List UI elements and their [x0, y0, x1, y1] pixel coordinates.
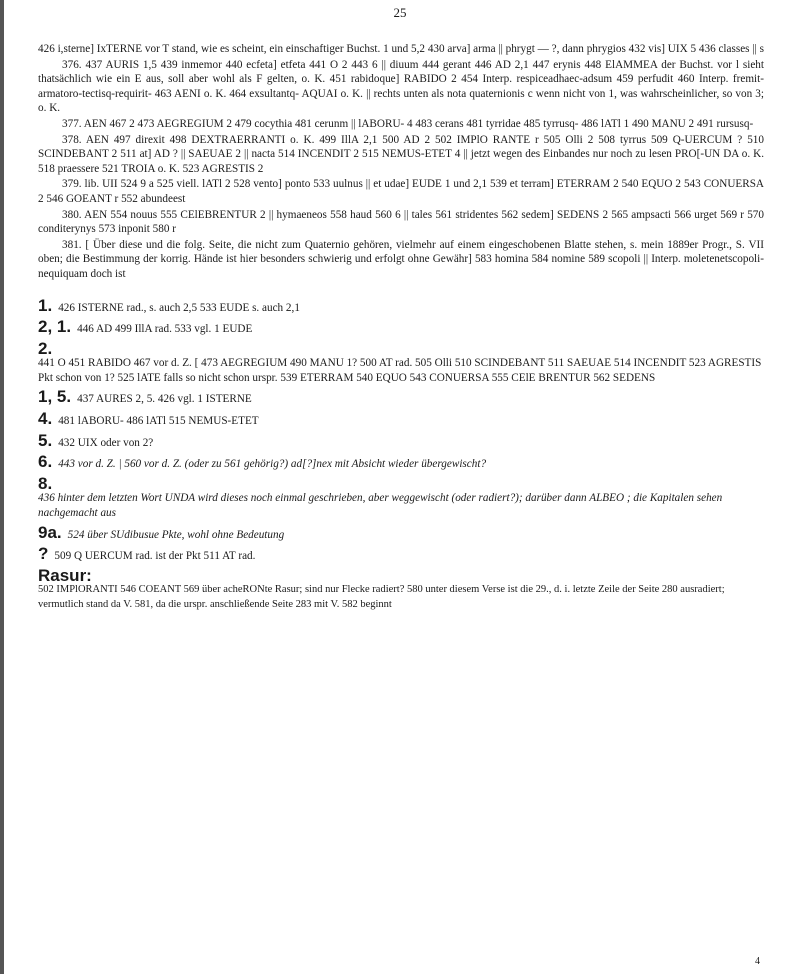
hand-entry	[38, 387, 764, 407]
hand-label: 1.	[38, 295, 53, 315]
hand-entry	[38, 409, 764, 429]
hand-entry	[38, 430, 764, 451]
hand-label: 6.	[38, 452, 53, 472]
hand-label: 4.	[38, 409, 53, 429]
page-edge-rule	[0, 0, 4, 974]
hand-entry-text: 426 ISTERNE rad., s. auch 2,5 533 EUDE s. auch 2,1	[58, 301, 300, 314]
hand-label: 9a.	[38, 522, 62, 542]
hand-entry	[38, 473, 764, 521]
apparatus-paragraph: 377. AEN 467 2 473 AEGREGIUM 2 479 cocythia 481 cerunm || lABORU- 4 483 cerans 481 tyrridae 485 tyrrusq- 486 lATl 1 490 MANU 2 491 rursusq-	[62, 117, 754, 130]
apparatus-paragraph: 380. AEN 554 nouus 555 CElEBRENTUR 2 || hymaeneos 558 haud 560 6 || tales 561 stridentes 562 sedem] SEDENS 2 565 ampsacti 566 urget 569 r 570 conditerynys 573 inponit 580 r	[38, 208, 764, 236]
hand-entry-text: 432 UIX oder von 2?	[58, 436, 154, 449]
page-body	[38, 42, 764, 618]
hand-entry-text: 436 hinter dem letzten Wort UNDA wird dieses noch einmal geschrieben, aber weggewischt (oder radiert?); darüber dann ALBEO ; die Kapitalen sehen nachgemacht aus	[38, 492, 723, 520]
hand-label: 2, 1.	[38, 317, 72, 337]
hand-entry	[38, 544, 764, 564]
hand-label: 5.	[38, 430, 53, 450]
apparatus-paragraph: 379. lib. UII 524 9 a 525 viell. lATl 2 528 vento] ponto 533 uulnus || et udae] EUDE 1 und 2,1 539 et terram] ETERRAM 2 540 EQUO 2 543 CONUERSA 2 546 GOEANT r 552 abundeest	[38, 178, 764, 205]
hand-label: 8.	[38, 473, 53, 493]
apparatus-paragraph: 376. 437 AURIS 1,5 439 inmemor 440 ecfeta] etfeta 441 O 2 443 6 || diuum 444 gerant 446 AD 2,1 447 erynis 448 ElAMMEA der Buchst. vor l sieht thatsächlich wie ein E aus, soll aber wohl als F gelten, o. K. 451 rabidoque] RABIDO 2 454 Interp. respiceadhaec-adsum 459 perfudit 460 Interp. fremit-armatoro-tectisq-requirit- 463 AENI o. K. 464 exsultantq- AQUAI o. K. || rechts unten als nota quaternionis c wenn nicht von 1, was wahrscheinlicher, so von 3; o. K.	[38, 58, 764, 115]
page-number: 25	[393, 5, 407, 20]
hand-entry-text: 509 Q UERCUM rad. ist der Pkt 511 AT rad.	[54, 550, 256, 563]
hand-entry-text: 446 AD 499 IllA rad. 533 vgl. 1 EUDE	[77, 323, 253, 336]
hand-label: 1, 5.	[38, 387, 72, 407]
hand-entry-text: 524 über SUdibusue Pkte, wohl ohne Bedeutung	[67, 528, 285, 541]
hand-entry-text: 443 vor d. Z. | 560 vor d. Z. (oder zu 561 gehörig?) ad[?]nex mit Absicht wieder übergewischt?	[58, 458, 487, 471]
apparatus-paragraph: 381. [ Über diese und die folg. Seite, die nicht zum Quaternio gehören, vielmehr auf einem eingeschobenen Blatte stehen, s. mein 1889er Progr., S. VII oben; die Bestimmung der korrig. Hände ist hier besonders schwierig und erfolgt ohne Gewähr] 583 homina 584 nomine 589 scopoli || Interp. moletenetscopoli-nequiquam doch ist	[38, 238, 764, 280]
hand-label: ?	[38, 544, 49, 564]
hand-entry	[38, 295, 764, 316]
hand-entry-text: 502 IMPlORANTI 546 COEANT 569 über acheRONte Rasur; sind nur Flecke radiert? 580 unter diesem Verse ist die 29., d. i. letzte Zeile der Seite 280 ausradiert; vermutlich stand da V. 581, da die urspr. anschließende Seite 283 mit V. 582 beginnt	[38, 584, 725, 610]
hand-corrections-list	[38, 295, 764, 613]
hand-entry-text: 437 AURES 2, 5. 426 vgl. 1 ISTERNE	[77, 393, 252, 406]
hand-entry	[38, 317, 764, 337]
apparatus-paragraph: 378. AEN 497 direxit 498 DEXTRAERRANTI o. K. 499 IllA 2,1 500 AD 2 502 IMPlO RANTE r 505 Olli 2 508 tyrrus 509 Q-UERCUM ? 510 SCINDEBANT 2 511 at] AD ? || SAEUAE 2 || nacta 514 INCENDIT 2 515 NEMUS-ETET 4 || jetzt wegen des Einbandes nur noch zu lesen PRO[-UN DA o. K. 518 praessere 521 TROIA o. K. 523 AGRESTIS 2	[38, 133, 764, 175]
footer-mark: 4	[755, 956, 760, 968]
hand-entry-text: 441 O 451 RABIDO 467 vor d. Z. [ 473 AEGREGIUM 490 MANU 1? 500 AT rad. 505 Olli 510 SCINDEBANT 511 SAEUAE 514 INCENDIT 523 AGRESTIS Pkt schon von 1? 525 lATE falls so nicht schon urspr. 539 ETERRAM 540 EQUO 543 CONUERSA 555 CElE BRENTUR 562 SEDENS	[38, 357, 762, 384]
apparatus-paragraph: 426 i,sterne] IxTERNE vor T stand, wie es scheint, ein einschaftiger Buchst. 1 und 5,2 430 arva] arma || phrygt — ?, dann phrygios 432 vis] UIX 5 436 classes || s	[38, 43, 764, 55]
hand-entry	[38, 565, 764, 613]
section-spacer	[38, 283, 764, 297]
hand-entry	[38, 452, 764, 472]
hand-label: 2.	[38, 338, 53, 358]
hand-entry	[38, 338, 764, 386]
hand-entry	[38, 522, 764, 543]
hand-label: Rasur:	[38, 565, 92, 585]
hand-entry-text: 481 lABORU- 486 lATl 515 NEMUS-ETET	[58, 415, 259, 428]
